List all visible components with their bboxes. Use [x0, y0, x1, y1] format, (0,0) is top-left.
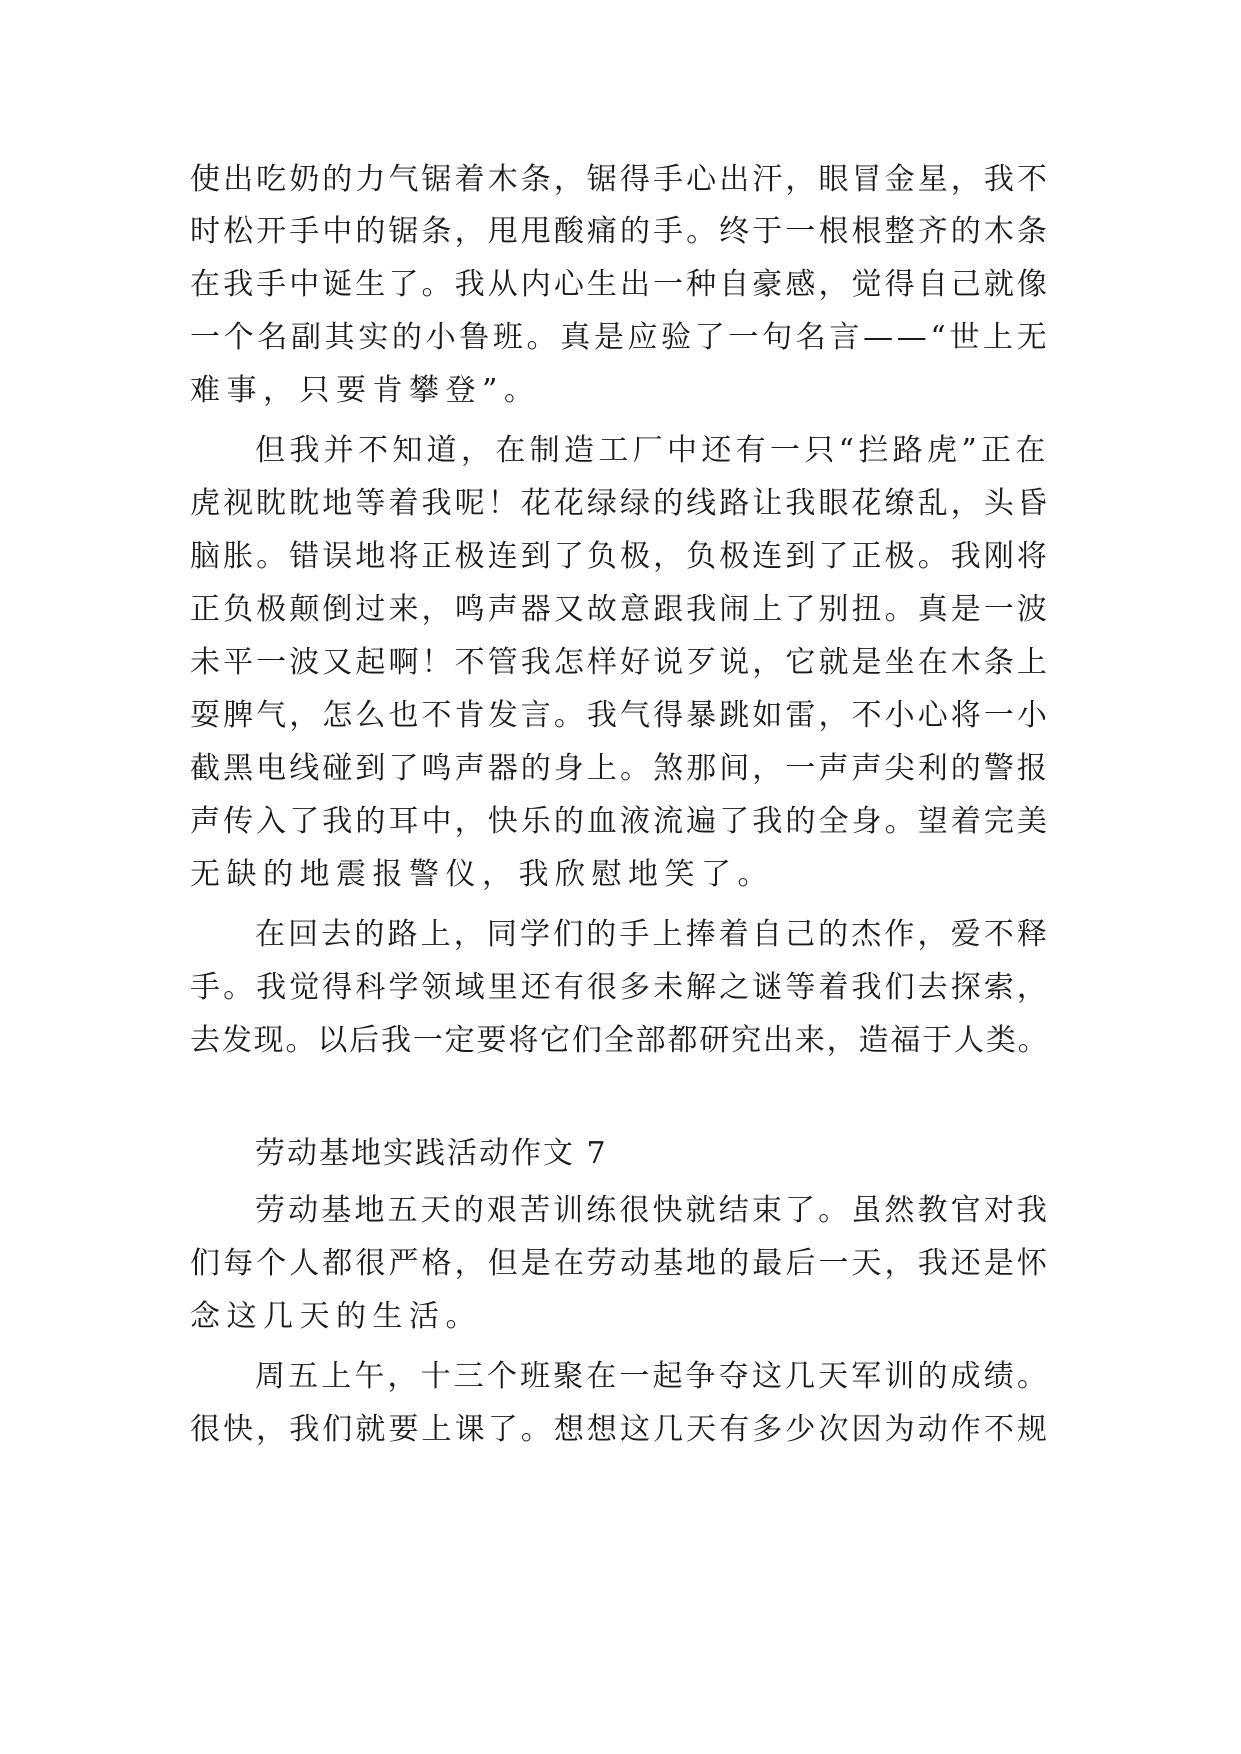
text-line: 手。我觉得科学领域里还有很多未解之谜等着我们去探索，	[190, 970, 1050, 1005]
text-line: 难事，只要肯攀登”。	[190, 373, 541, 408]
text-line: 脑胀。错误地将正极连到了负极，负极连到了正极。我刚将	[190, 539, 1050, 574]
text-line: 无缺的地震报警仪，我欣慰地笑了。	[190, 857, 774, 892]
text-line: 声传入了我的耳中，快乐的血液流遍了我的全身。望着完美	[190, 804, 1050, 839]
text-line: 正负极颠倒过来，鸣声器又故意跟我闹上了别扭。真是一波	[190, 592, 1050, 627]
text-line: 使出吃奶的力气锯着木条，锯得手心出汗，眼冒金星，我不	[190, 162, 1050, 197]
text-line: 去发现。以后我一定要将它们全部都研究出来，造福于人类。	[190, 1023, 1050, 1058]
text-line: 时松开手中的锯条，甩甩酸痛的手。终于一根根整齐的木条	[190, 214, 1050, 249]
text-line: 截黑电线碰到了鸣声器的身上。煞那间，一声声尖利的警报	[190, 751, 1050, 786]
text-line: 耍脾气，怎么也不肯发言。我气得暴跳如雷，不小心将一小	[190, 698, 1050, 733]
text-line: 但我并不知道，在制造工厂中还有一只“拦路虎”正在	[255, 433, 1050, 468]
text-line: 虎视眈眈地等着我呢！花花绿绿的线路让我眼花缭乱，头昏	[190, 486, 1050, 521]
text-line: 劳动基地五天的艰苦训练很快就结束了。虽然教官对我	[255, 1193, 1050, 1228]
text-line: 在回去的路上，同学们的手上捧着自己的杰作，爱不释	[255, 917, 1050, 952]
text-line: 念这几天的生活。	[190, 1299, 482, 1334]
section-heading: 劳动基地实践活动作文 7	[255, 1136, 608, 1171]
text-line: 们每个人都很严格，但是在劳动基地的最后一天，我还是怀	[190, 1246, 1050, 1281]
text-line: 很快，我们就要上课了。想想这几天有多少次因为动作不规	[190, 1412, 1050, 1447]
text-line: 未平一波又起啊！不管我怎样好说歹说，它就是坐在木条上	[190, 645, 1050, 680]
text-line: 一个名副其实的小鲁班。真是应验了一句名言——“世上无	[190, 320, 1051, 355]
text-line: 在我手中诞生了。我从内心生出一种自豪感，觉得自己就像	[190, 267, 1050, 302]
text-line: 周五上午，十三个班聚在一起争夺这几天军训的成绩。	[255, 1359, 1050, 1394]
